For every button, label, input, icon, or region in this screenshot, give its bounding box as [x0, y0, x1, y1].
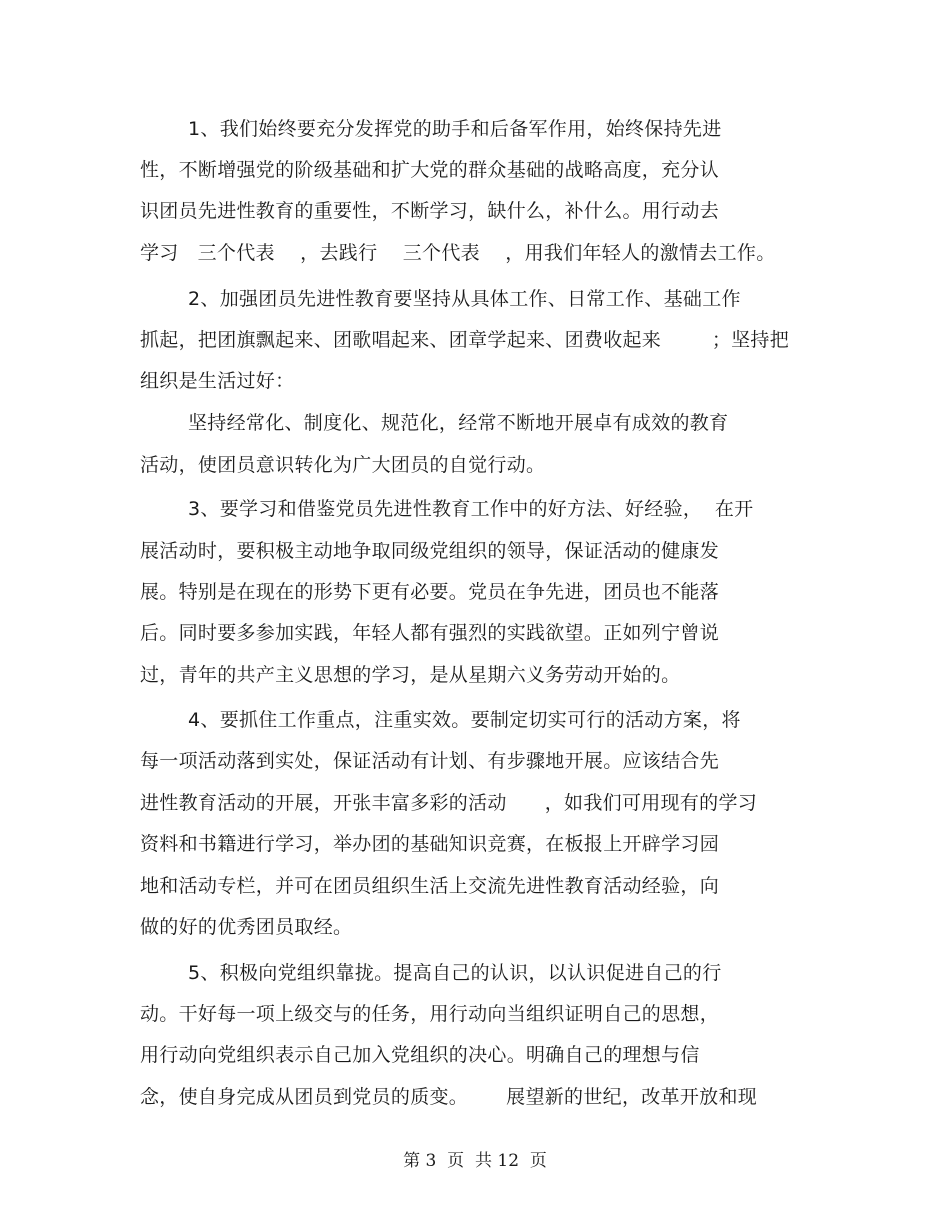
page-number-footer: 第 3 页 共 12 页: [403, 1151, 547, 1171]
text-line: 学习 三个代表 ，去践行 三个代表 ，用我们年轻人的激情去工作。: [140, 242, 776, 264]
text-line: 动。干好每一项上级交与的任务，用行动向当组织证明自己的思想，: [140, 1003, 720, 1025]
text-line: 资料和书籍进行学习，举办团的基础知识竞赛，在板报上开辟学习园: [140, 833, 720, 855]
text-line: 组织是生活过好：: [140, 370, 295, 392]
text-line: 1、我们始终要充分发挥党的助手和后备军作用，始终保持先进: [188, 118, 722, 140]
text-line: 地和活动专栏，并可在团员组织生活上交流先进性教育活动经验，向: [140, 875, 720, 897]
text-line: 后。同时要多参加实践，年轻人都有强烈的实践欲望。正如列宁曾说: [140, 622, 720, 644]
text-line: 坚持经常化、制度化、规范化，经常不断地开展卓有成效的教育: [188, 412, 729, 434]
text-line: 2、加强团员先进性教育要坚持从具体工作、日常工作、基础工作: [188, 288, 741, 310]
text-line: 展活动时，要积极主动地争取同级党组织的领导，保证活动的健康发: [140, 540, 720, 562]
text-line: 展。特别是在现在的形势下更有必要。党员在争先进，团员也不能落: [140, 581, 720, 603]
text-line: 抓起，把团旗飘起来、团歌唱起来、团章学起来、团费收起来 ；坚持把: [140, 329, 790, 351]
text-line: 3、要学习和借鉴党员先进性教育工作中的好方法、好经验， 在开: [188, 498, 754, 520]
text-line: 每一项活动落到实处，保证活动有计划、有步骤地开展。应该结合先: [140, 750, 720, 772]
text-line: 过，青年的共产主义思想的学习，是从星期六义务劳动开始的。: [140, 664, 681, 686]
text-line: 进性教育活动的开展，开张丰富多彩的活动 ，如我们可用现有的学习: [140, 792, 758, 814]
text-line: 5、积极向党组织靠拢。提高自己的认识，以认识促进自己的行: [188, 962, 722, 984]
text-line: 识团员先进性教育的重要性，不断学习，缺什么，补什么。用行动去: [140, 200, 720, 222]
text-line: 4、要抓住工作重点，注重实效。要制定切实可行的活动方案，将: [188, 709, 741, 731]
text-line: 做的好的优秀团员取经。: [140, 916, 353, 938]
text-line: 性，不断增强党的阶级基础和扩大党的群众基础的战略高度，充分认: [140, 159, 720, 181]
text-line: 念，使自身完成从团员到党员的质变。 展望新的世纪，改革开放和现: [140, 1086, 758, 1108]
text-line: 活动，使团员意识转化为广大团员的自觉行动。: [140, 454, 546, 476]
text-line: 用行动向党组织表示自己加入党组织的决心。明确自己的理想与信: [140, 1044, 700, 1066]
